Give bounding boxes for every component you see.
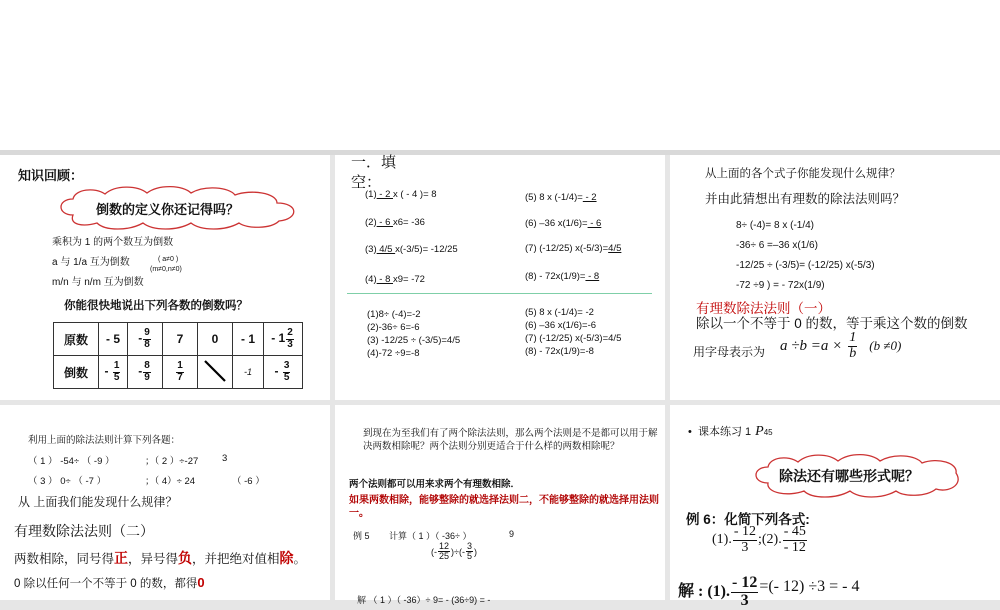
row-label-reciprocal: 倒数 [54,356,99,389]
table-cell: -1 [233,356,264,389]
row-label-original: 原数 [54,323,99,356]
division-item: (5) 8 x (-1/4)= -2 [525,307,594,318]
table-cell: 0 [198,323,233,356]
division-list-right [525,306,621,358]
fill-item-1: (1) - 2 x ( - 4 )= 8 [365,189,437,200]
cloud-question: 除法还有哪些形式呢？ [779,468,919,484]
example-5-part2: (- $\frac{12}{25}$ )÷(- $\frac{3}{5}$ ) [431,541,477,562]
slide-fill-in[interactable] [335,155,665,400]
exercise-intro: 利用上面的除法法则计算下列各题： [28,435,181,446]
division-item: (2)-36÷ 6=-6 [367,322,420,333]
slash-mark [202,358,228,384]
table-cell: $\frac{1}{7}$ [163,356,198,389]
table-cell: - 5 [99,323,128,356]
bullet-dot: • [688,426,698,438]
equation-list [736,216,875,296]
exercise-2: ；（ 2 ）÷-27 [145,456,199,467]
equation-item: 8÷ (-4)= 8 x (-1/4) [736,220,815,231]
division-item: (4)-72 ÷9=-8 [367,348,420,359]
review-heading: 知识回顾： [18,168,84,183]
table-cell: - 1 $\frac{2}{3}$ [264,323,303,356]
exercise-4-divisor: （ -6 ） [232,476,265,487]
table-cell: - $\frac{1}{5}$ [99,356,128,389]
table-cell: - 1 [233,323,264,356]
rule-two-line: 两数相除，同号得正，异号得负，并把绝对值相除。 [14,550,307,566]
table-cell: - $\frac{3}{5}$ [264,356,303,389]
fill-item-8: (8) - 72x(1/9)= - 8 [525,271,600,282]
example-6-title: 例 6：化简下列各式: [686,512,810,527]
equation-item: -36÷ 6 =–36 x(1/6) [736,240,818,251]
table-cell: - $\frac{8}{9}$ [128,356,163,389]
rule-two-title: 有理数除法法则（二） [14,523,154,539]
division-item: (8) - 72x(1/9)=-8 [525,346,594,357]
equation-item: -12/25 ÷ (-3/5)= (-12/25) x(-5/3) [736,260,875,271]
exercise-1: （ 1 ） -54÷ （ -9 ） [28,456,115,467]
table-cell: - $\frac{9}{8}$ [128,323,163,356]
condition-mn-note: (m≠0,n≠0) [150,266,182,273]
textbook-exercise: • 课本练习 1 P 45 [688,424,773,439]
reciprocal-mn-line: m/n 与 n/m 互为倒数 [52,277,144,288]
top-blank-area [0,0,1000,150]
reciprocal-table [53,322,303,389]
question-text: 你能很快地说出下列各数的倒数吗？ [64,300,248,312]
example-6-solution: 解 : (1). $\frac{- 12}{3}$ =(- 12) ÷3 = - 4 [678,574,860,609]
slide-rule-comparison[interactable] [335,405,665,605]
example-5-divisor: 9 [509,529,515,539]
table-row [54,323,303,356]
reciprocal-a-line: a 与 1/a 互为倒数 [52,257,130,268]
division-item: (3) -12/25 ÷ (-3/5)=4/5 [367,335,461,346]
division-item: (7) (-12/25) x(-5/3)=4/5 [525,333,622,344]
fill-item-6: (6) –36 x(1/6)= - 6 [525,218,602,229]
definition-line: 乘积为 1 的两个数互为倒数 [52,237,174,248]
fill-item-7: (7) (-12/25) x(-5/3)=4/5 [525,243,622,254]
example-5-label: 例 5 [353,531,370,541]
divider-line [347,293,652,294]
fill-item-5: (5) 8 x (-1/4)= - 2 [525,192,597,203]
slide-division-rule-one[interactable] [670,155,1000,400]
rule-formula: a ÷b =a × $\frac{1}{b}$ (b ≠0) [780,330,902,361]
rule-one-text: 除以一个不等于 0 的数，等于乘这个数的倒数 [696,316,968,331]
exercise-4: ；（ 4）÷ 24 [145,476,196,487]
slide-review-reciprocal[interactable] [0,155,330,400]
guess-question: 并由此猜想出有理数的除法法则吗？ [705,192,906,206]
letter-label: 用字母表示为 [693,345,766,359]
condition-a-note: ( a≠0 ) [158,256,179,263]
rule-choice-statement: 如果两数相除，能够整除的就选择法则二，不能够整除的就选择用法则一。 [349,495,659,519]
table-row [54,356,303,389]
table-cell: 7 [163,323,198,356]
division-item: (1)8÷ (-4)=-2 [367,309,421,320]
slide-fraction-division[interactable] [670,405,1000,609]
division-item: (6) –36 x(1/6)=-6 [525,320,597,331]
division-list-left [367,308,460,360]
fill-item-4: (4) - 8 x9= -72 [365,274,425,285]
cloud-question: 倒数的定义你还记得吗？ [96,202,240,217]
zero-rule-line: 0 除以任何一个不等于 0 的数，都得0 [14,575,205,590]
table-cell-slash [198,356,233,389]
both-rules-statement: 两个法则都可以用来求两个有理数相除． [349,479,521,490]
exercise-3: （ 3 ） 0÷ （ -7 ） [28,476,107,487]
example-5-part1: 计算（ 1 ）（ -36÷ ） [389,531,472,541]
rule-one-title: 有理数除法法则（一） [696,301,831,316]
fill-item-2: (2) - 6 x6= -36 [365,217,425,228]
example-5-solution: 解 （ 1 ）（ -36）÷ 9= - (36÷9) = - [357,595,491,605]
exercise-2-divisor: 3 [222,453,228,464]
pattern-question: 从上面的各个式子你能发现什么规律？ [705,168,901,180]
fill-item-3: (3) 4/5 x(-3/5)= -12/25 [365,244,458,255]
find-pattern: 从 上面我们能发现什么规律？ [18,495,178,509]
comparison-question: 到现在为至我们有了两个除法法则，那么两个法则是不是都可以用于解决两数相除呢？两个法则分别更适合于什么样的两数相除呢？ [363,428,658,452]
slide-division-rule-two[interactable] [0,405,330,600]
example-6-expressions: (1). $\frac{- 12}{3}$ ;(2). $\frac{- 45}{- 12}$ [712,524,806,555]
equation-item: -72 ÷9 ) = - 72x(1/9) [736,280,825,291]
fill-title: 一．填空： [351,154,397,191]
